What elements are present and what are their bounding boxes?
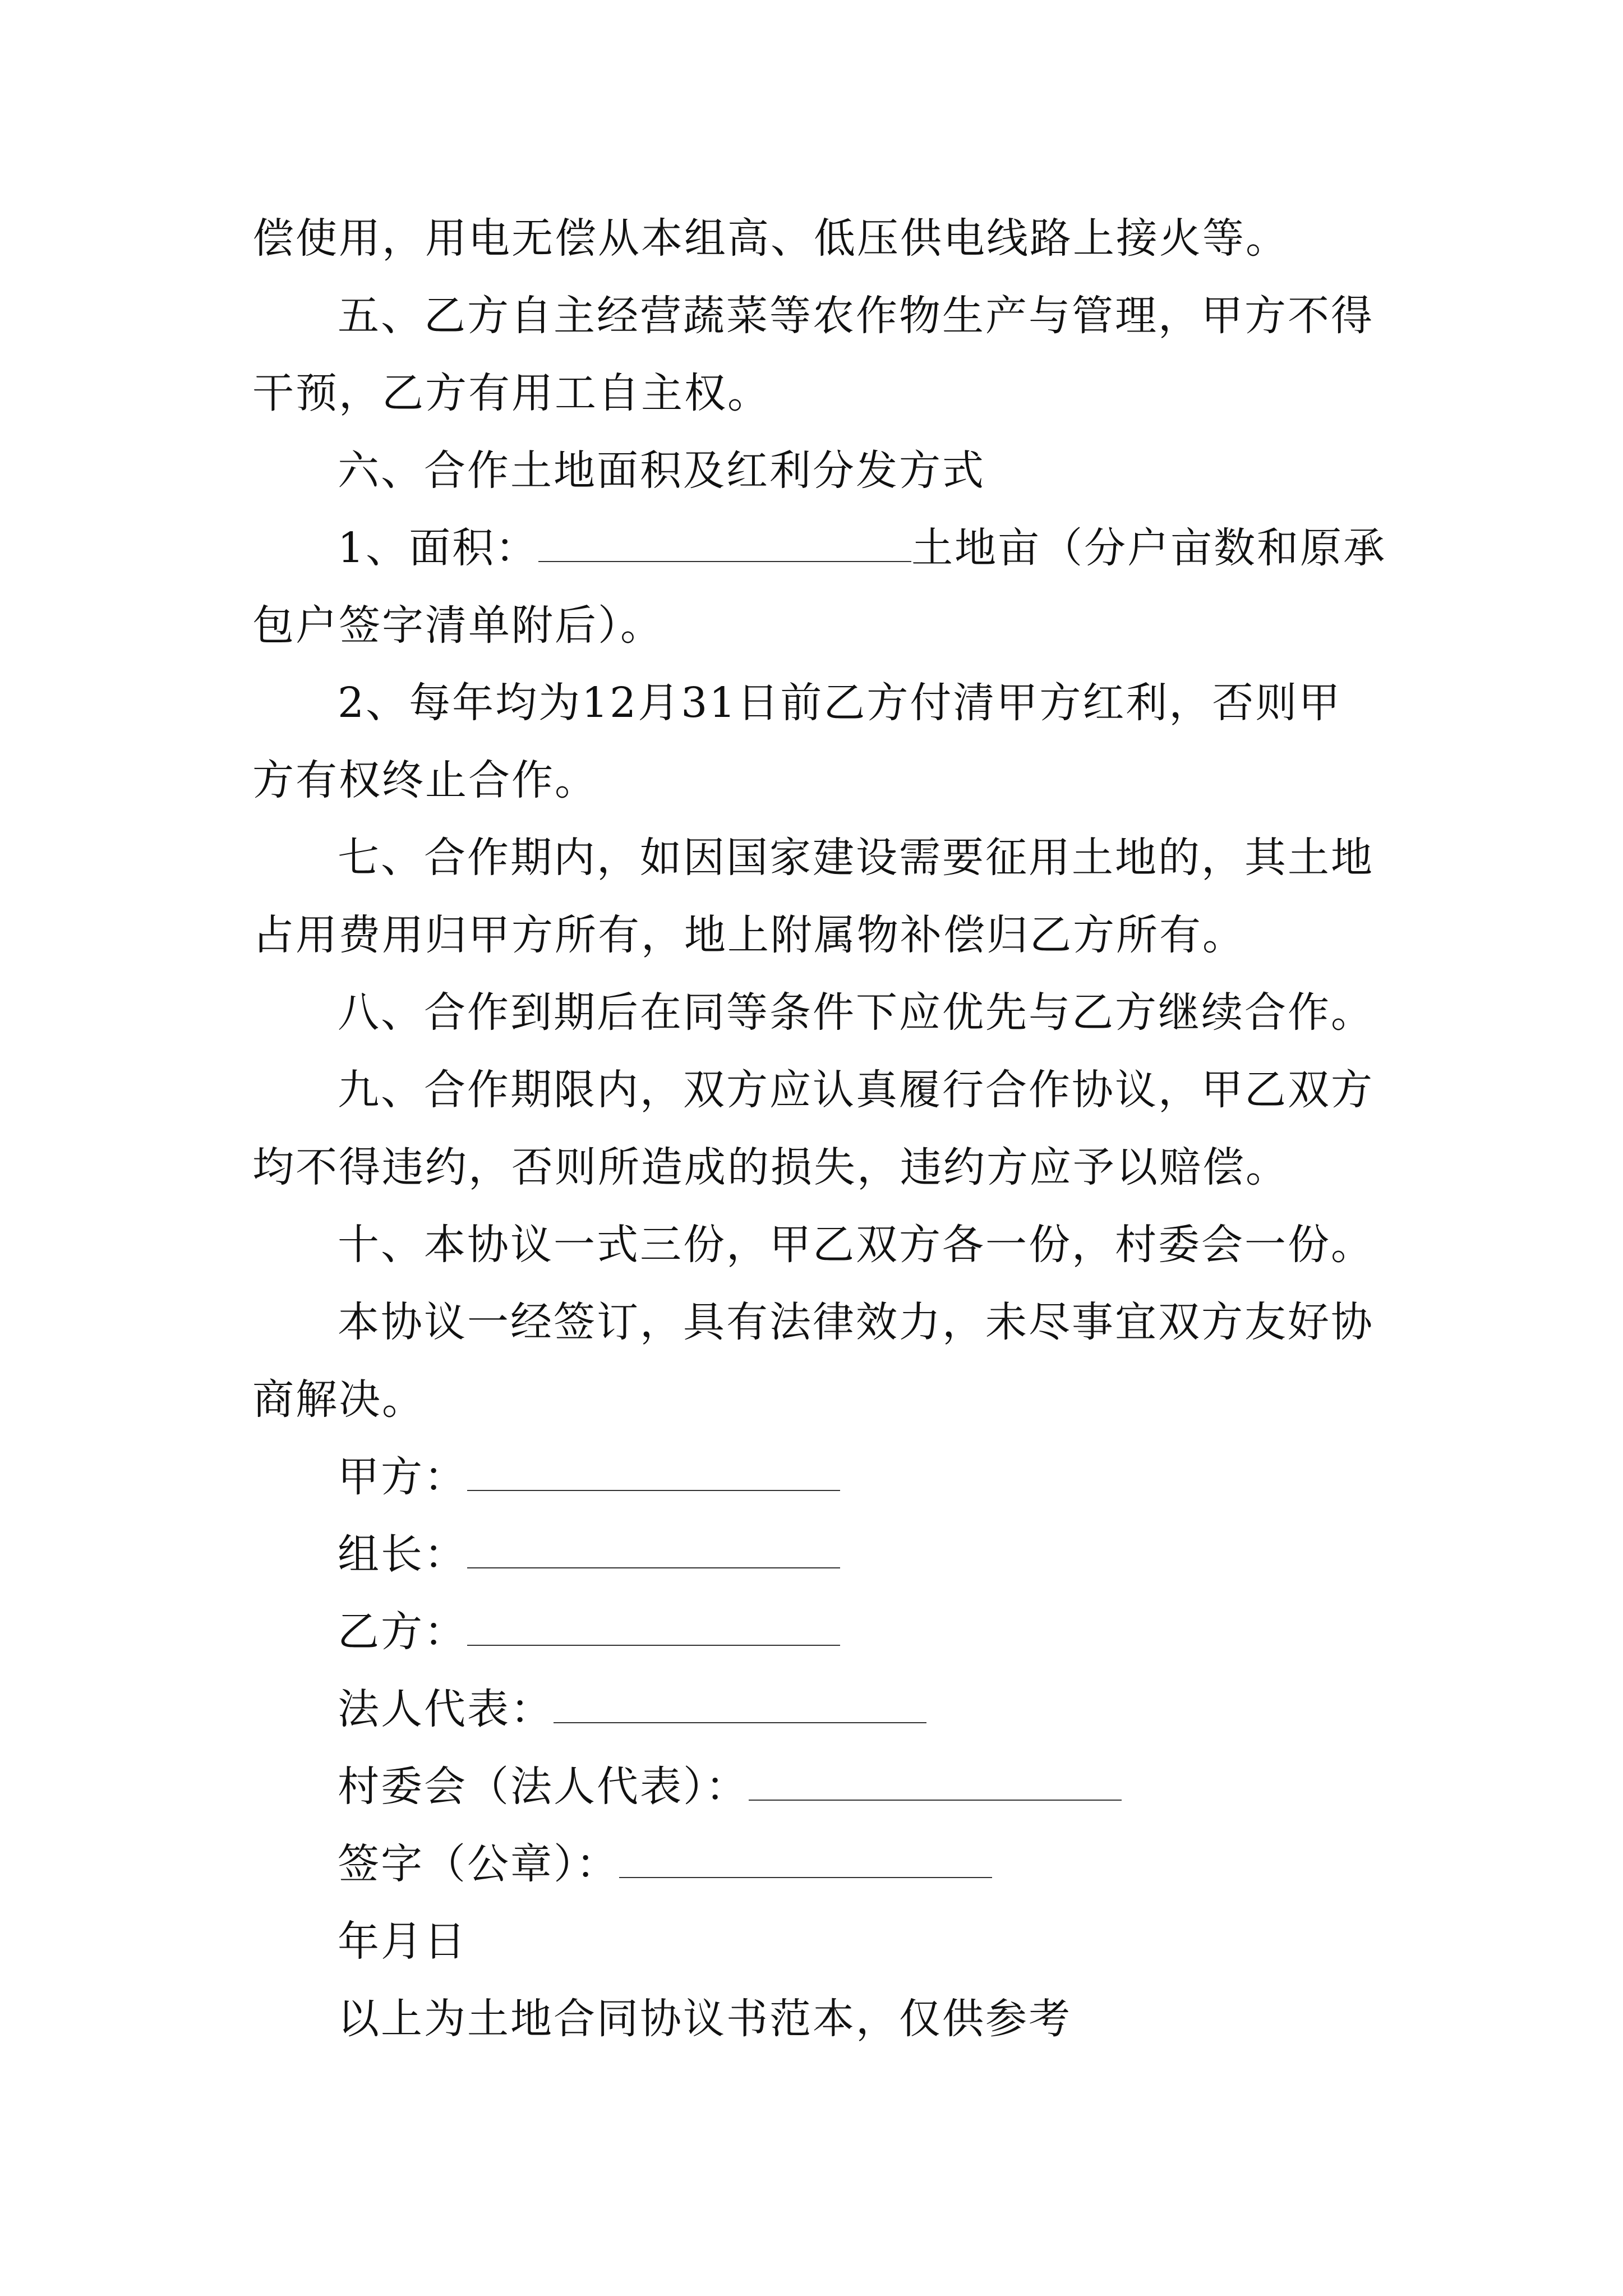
clause-9-line-1: 九、合作期限内，双方应认真履行合作协议，甲乙双方 — [338, 1066, 1374, 1114]
clause-9-line-2: 均不得违约，否则所造成的损失，违约方应予以赔偿。 — [252, 1143, 1289, 1191]
signature-legal-representative — [338, 1685, 926, 1733]
signature-group-leader — [338, 1530, 840, 1579]
signature-label: 签字（公章）： — [338, 1840, 619, 1888]
area-blank-field[interactable] — [538, 533, 911, 562]
clause-5-line-1: 五、乙方自主经营蔬菜等农作物生产与管理，甲方不得 — [338, 292, 1374, 340]
signature-seal — [338, 1840, 992, 1888]
clause-6-heading: 六、合作土地面积及红利分发方式 — [338, 447, 985, 495]
clause-8-line: 八、合作到期后在同等条件下应优先与乙方继续合作。 — [338, 988, 1374, 1037]
signature-label: 法人代表： — [338, 1685, 554, 1733]
paragraph-line: 偿使用，用电无偿从本组高、低压供电线路上接火等。 — [252, 214, 1289, 263]
closing-line-2: 商解决。 — [252, 1375, 425, 1424]
signature-village-committee — [338, 1763, 1122, 1811]
signature-label: 乙方： — [338, 1608, 467, 1656]
signature-label: 村委会（法人代表）： — [338, 1763, 749, 1811]
area-line — [338, 524, 1387, 572]
area-suffix: 土地亩（分户亩数和原承 — [911, 524, 1387, 572]
party-a-blank-field[interactable] — [467, 1462, 840, 1491]
signature-label: 甲方： — [338, 1453, 467, 1501]
closing-line-1: 本协议一经签订，具有法律效力，未尽事宜双方友好协 — [338, 1298, 1374, 1346]
village-committee-blank-field[interactable] — [749, 1772, 1122, 1801]
clause-5-line-2: 干预，乙方有用工自主权。 — [252, 369, 771, 417]
clause-6-2-line-1: 2、每年均为12月31日前乙方付清甲方红利，否则甲 — [338, 679, 1342, 727]
footer-note: 以上为土地合同协议书范本，仅供参考 — [338, 1995, 1072, 2043]
signature-label: 组长： — [338, 1530, 467, 1579]
area-label: 1、面积： — [338, 524, 539, 572]
clause-6-2-line-2: 方有权终止合作。 — [252, 756, 598, 804]
group-leader-blank-field[interactable] — [467, 1539, 840, 1568]
clause-7-line-1: 七、合作期内，如因国家建设需要征用土地的，其土地 — [338, 834, 1374, 882]
date-line: 年月日 — [338, 1917, 467, 1966]
seal-blank-field[interactable] — [619, 1849, 992, 1878]
party-b-blank-field[interactable] — [467, 1617, 840, 1646]
clause-10-line: 十、本协议一式三份，甲乙双方各一份，村委会一份。 — [338, 1221, 1374, 1269]
signature-party-b — [338, 1608, 840, 1656]
clause-7-line-2: 占用费用归甲方所有，地上附属物补偿归乙方所有。 — [252, 911, 1246, 959]
legal-representative-blank-field[interactable] — [554, 1694, 926, 1723]
signature-party-a — [338, 1453, 840, 1501]
area-line-continuation: 包户签字清单附后）。 — [252, 601, 663, 650]
